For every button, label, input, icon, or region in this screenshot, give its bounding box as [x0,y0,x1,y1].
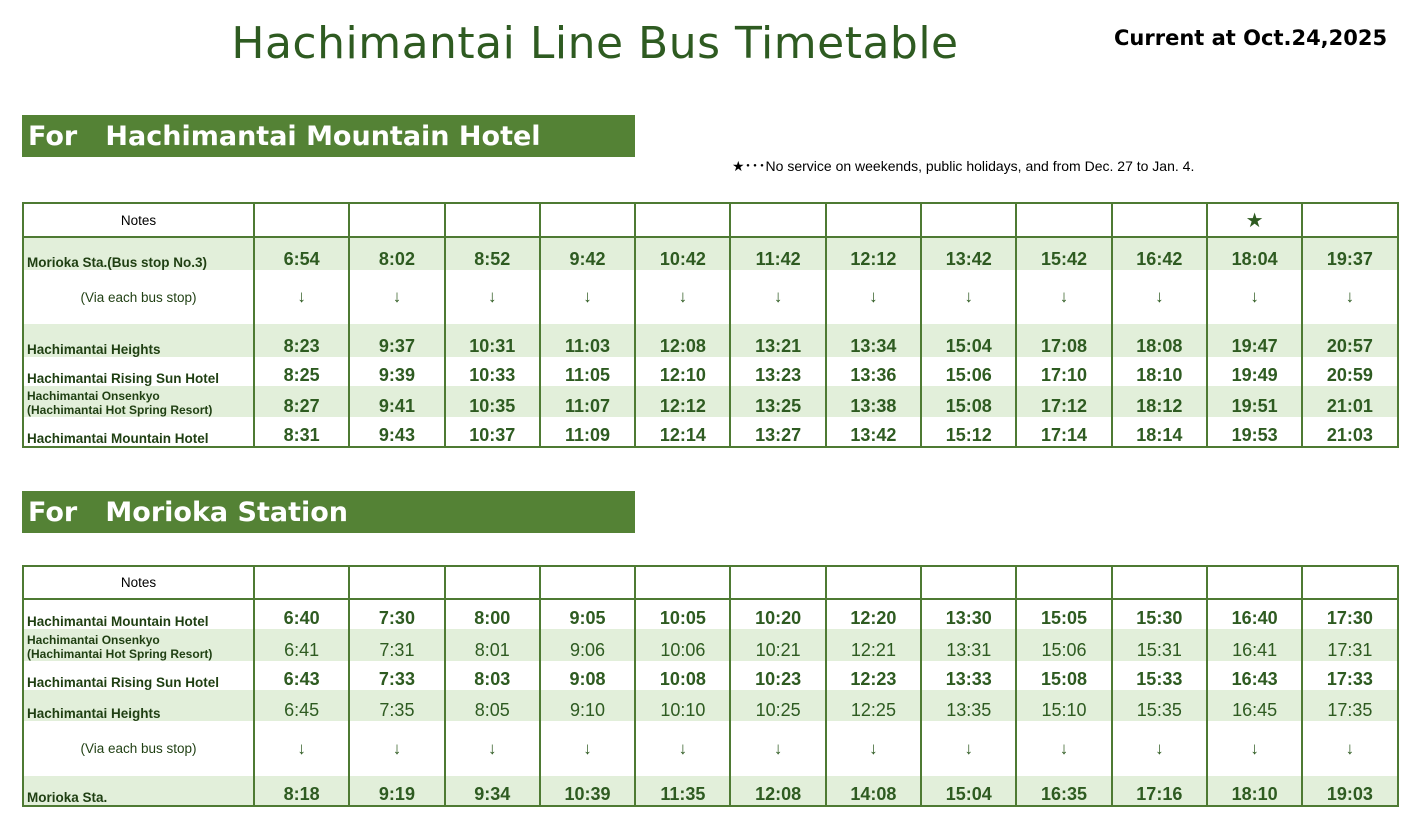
timetable-outbound [22,202,1399,448]
notes-cell [254,566,349,599]
time-cell: 7:31 [349,629,444,661]
section-header-inbound: For Morioka Station [22,491,635,533]
down-arrow-icon: ↓ [349,721,444,776]
notes-cell [1016,566,1111,599]
time-cell: 9:34 [445,776,540,806]
time-cell: 17:31 [1302,629,1397,661]
time-cell: 18:08 [1112,324,1207,357]
time-cell: 17:16 [1112,776,1207,806]
down-arrow-icon: ↓ [921,270,1016,324]
down-arrow-icon: ↓ [1207,270,1302,324]
page-title: Hachimantai Line Bus Timetable [231,18,959,69]
time-cell: 8:03 [445,661,540,690]
down-arrow-icon: ↓ [1112,721,1207,776]
notes-cell [1112,203,1207,237]
stop-name: Hachimantai Heights [23,690,254,721]
table-row [23,599,1398,629]
time-cell: 13:38 [826,386,921,417]
stop-name: Hachimantai Heights [23,324,254,357]
notes-cell [445,203,540,237]
time-cell: 6:40 [254,599,349,629]
time-cell: 15:12 [921,417,1016,447]
time-cell: 13:25 [730,386,825,417]
time-cell: 11:05 [540,357,635,386]
stop-name: Hachimantai Mountain Hotel [23,417,254,447]
time-cell: 19:37 [1302,237,1397,270]
time-cell: 10:37 [445,417,540,447]
time-cell: 11:09 [540,417,635,447]
time-cell: 20:59 [1302,357,1397,386]
time-cell: 10:20 [730,599,825,629]
time-cell: 9:06 [540,629,635,661]
down-arrow-icon: ↓ [1016,721,1111,776]
time-cell: 15:06 [1016,629,1111,661]
notes-cell [1207,566,1302,599]
time-cell: 6:45 [254,690,349,721]
time-cell: 11:03 [540,324,635,357]
time-cell: 10:05 [635,599,730,629]
time-cell: 17:14 [1016,417,1111,447]
time-cell: 18:10 [1112,357,1207,386]
time-cell: 12:08 [635,324,730,357]
time-cell: 8:27 [254,386,349,417]
time-cell: 13:42 [921,237,1016,270]
time-cell: 8:02 [349,237,444,270]
time-cell: 17:12 [1016,386,1111,417]
time-cell: 15:06 [921,357,1016,386]
time-cell: 15:04 [921,776,1016,806]
table-row [23,629,1398,661]
time-cell: 16:41 [1207,629,1302,661]
time-cell: 18:14 [1112,417,1207,447]
time-cell: 19:53 [1207,417,1302,447]
time-cell: 6:41 [254,629,349,661]
time-cell: 19:47 [1207,324,1302,357]
down-arrow-icon: ↓ [635,270,730,324]
time-cell: 13:21 [730,324,825,357]
time-cell: 14:08 [826,776,921,806]
time-cell: 11:35 [635,776,730,806]
time-cell: 15:35 [1112,690,1207,721]
time-cell: 16:35 [1016,776,1111,806]
notes-cell [921,203,1016,237]
notes-cell [254,203,349,237]
down-arrow-icon: ↓ [445,270,540,324]
time-cell: 10:25 [730,690,825,721]
down-arrow-icon: ↓ [730,721,825,776]
time-cell: 13:27 [730,417,825,447]
time-cell: 13:30 [921,599,1016,629]
time-cell: 10:35 [445,386,540,417]
down-arrow-icon: ↓ [254,721,349,776]
time-cell: 19:03 [1302,776,1397,806]
stop-name: Hachimantai Onsenkyo (Hachimantai Hot Spring Resort) [23,386,254,417]
time-cell: 8:31 [254,417,349,447]
down-arrow-icon: ↓ [921,721,1016,776]
time-cell: 9:42 [540,237,635,270]
time-cell: 6:54 [254,237,349,270]
table-row [23,324,1398,357]
down-arrow-icon: ↓ [1207,721,1302,776]
notes-cell [1302,566,1397,599]
via-label: (Via each bus stop) [23,270,254,324]
notes-cell [635,566,730,599]
time-cell: 10:23 [730,661,825,690]
time-cell: 10:21 [730,629,825,661]
table-row [23,270,1398,324]
time-cell: 16:43 [1207,661,1302,690]
time-cell: 8:23 [254,324,349,357]
time-cell: 9:43 [349,417,444,447]
time-cell: 15:30 [1112,599,1207,629]
time-cell: 9:08 [540,661,635,690]
time-cell: 10:39 [540,776,635,806]
notes-cell [730,566,825,599]
timetable-inbound [22,565,1399,807]
notes-cell [445,566,540,599]
time-cell: 19:49 [1207,357,1302,386]
time-cell: 12:20 [826,599,921,629]
time-cell: 17:08 [1016,324,1111,357]
time-cell: 15:08 [921,386,1016,417]
time-cell: 8:01 [445,629,540,661]
notes-cell [635,203,730,237]
stop-name: Hachimantai Onsenkyo (Hachimantai Hot Spring Resort) [23,629,254,661]
down-arrow-icon: ↓ [1112,270,1207,324]
stop-name: Hachimantai Rising Sun Hotel [23,357,254,386]
time-cell: 16:40 [1207,599,1302,629]
time-cell: 13:31 [921,629,1016,661]
time-cell: 9:39 [349,357,444,386]
time-cell: 13:35 [921,690,1016,721]
down-arrow-icon: ↓ [1302,270,1397,324]
time-cell: 12:25 [826,690,921,721]
notes-cell [826,203,921,237]
time-cell: 18:10 [1207,776,1302,806]
stop-name: Hachimantai Rising Sun Hotel [23,661,254,690]
down-arrow-icon: ↓ [730,270,825,324]
down-arrow-icon: ↓ [254,270,349,324]
time-cell: 9:41 [349,386,444,417]
down-arrow-icon: ↓ [826,721,921,776]
service-note: ★･･･No service on weekends, public holidays, and from Dec. 27 to Jan. 4. [732,158,1195,174]
down-arrow-icon: ↓ [445,721,540,776]
section-header-outbound: For Hachimantai Mountain Hotel [22,115,635,157]
time-cell: 12:12 [635,386,730,417]
notes-cell [1016,203,1111,237]
notes-row [23,203,1398,237]
star-icon: ★ [1207,203,1302,237]
time-cell: 12:14 [635,417,730,447]
time-cell: 10:33 [445,357,540,386]
time-cell: 7:33 [349,661,444,690]
time-cell: 17:10 [1016,357,1111,386]
time-cell: 15:33 [1112,661,1207,690]
down-arrow-icon: ↓ [1302,721,1397,776]
time-cell: 18:12 [1112,386,1207,417]
stop-name: Hachimantai Mountain Hotel [23,599,254,629]
time-cell: 12:21 [826,629,921,661]
stop-name: Morioka Sta. [23,776,254,806]
time-cell: 15:42 [1016,237,1111,270]
time-cell: 8:05 [445,690,540,721]
table-row [23,776,1398,806]
time-cell: 13:34 [826,324,921,357]
down-arrow-icon: ↓ [349,270,444,324]
down-arrow-icon: ↓ [540,721,635,776]
time-cell: 13:36 [826,357,921,386]
table-row [23,690,1398,721]
time-cell: 17:33 [1302,661,1397,690]
table-row [23,417,1398,447]
notes-cell [1112,566,1207,599]
notes-cell [540,566,635,599]
time-cell: 13:23 [730,357,825,386]
time-cell: 7:30 [349,599,444,629]
time-cell: 8:52 [445,237,540,270]
table-row [23,386,1398,417]
time-cell: 6:43 [254,661,349,690]
notes-cell [730,203,825,237]
time-cell: 12:23 [826,661,921,690]
table-row [23,661,1398,690]
down-arrow-icon: ↓ [635,721,730,776]
time-cell: 13:42 [826,417,921,447]
time-cell: 15:05 [1016,599,1111,629]
time-cell: 10:10 [635,690,730,721]
time-cell: 18:04 [1207,237,1302,270]
notes-label: Notes [23,566,254,599]
stop-name: Morioka Sta.(Bus stop No.3) [23,237,254,270]
time-cell: 8:18 [254,776,349,806]
notes-cell [540,203,635,237]
time-cell: 8:00 [445,599,540,629]
notes-cell [1302,203,1397,237]
down-arrow-icon: ↓ [826,270,921,324]
time-cell: 10:42 [635,237,730,270]
down-arrow-icon: ↓ [540,270,635,324]
notes-cell [921,566,1016,599]
time-cell: 10:08 [635,661,730,690]
time-cell: 11:07 [540,386,635,417]
down-arrow-icon: ↓ [1016,270,1111,324]
time-cell: 17:30 [1302,599,1397,629]
table-row [23,237,1398,270]
time-cell: 15:31 [1112,629,1207,661]
time-cell: 15:10 [1016,690,1111,721]
time-cell: 21:03 [1302,417,1397,447]
time-cell: 12:10 [635,357,730,386]
time-cell: 17:35 [1302,690,1397,721]
time-cell: 15:08 [1016,661,1111,690]
time-cell: 9:10 [540,690,635,721]
time-cell: 9:37 [349,324,444,357]
time-cell: 10:06 [635,629,730,661]
notes-row [23,566,1398,599]
time-cell: 13:33 [921,661,1016,690]
time-cell: 15:04 [921,324,1016,357]
time-cell: 16:45 [1207,690,1302,721]
time-cell: 12:08 [730,776,825,806]
time-cell: 10:31 [445,324,540,357]
time-cell: 12:12 [826,237,921,270]
time-cell: 20:57 [1302,324,1397,357]
notes-cell [349,566,444,599]
current-date: Current at Oct.24,2025 [1114,26,1388,50]
table-row [23,357,1398,386]
notes-cell [349,203,444,237]
time-cell: 16:42 [1112,237,1207,270]
time-cell: 9:05 [540,599,635,629]
notes-label: Notes [23,203,254,237]
time-cell: 7:35 [349,690,444,721]
time-cell: 11:42 [730,237,825,270]
notes-cell [826,566,921,599]
via-label: (Via each bus stop) [23,721,254,776]
time-cell: 8:25 [254,357,349,386]
time-cell: 19:51 [1207,386,1302,417]
time-cell: 21:01 [1302,386,1397,417]
time-cell: 9:19 [349,776,444,806]
table-row [23,721,1398,776]
